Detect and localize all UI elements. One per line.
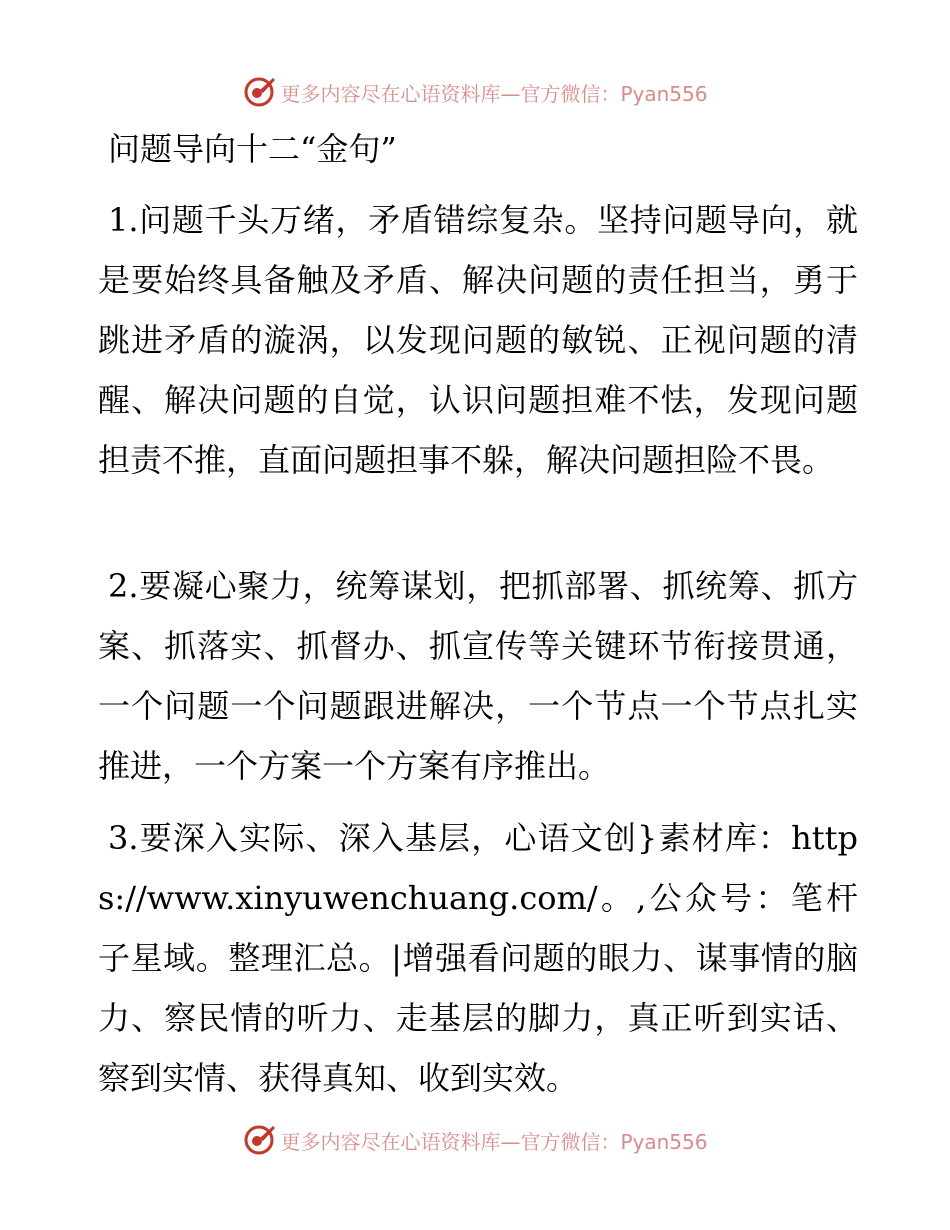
- pen-logo-icon: [242, 1123, 276, 1157]
- paragraph-2: 2.要凝心聚力，统筹谋划，把抓部署、抓统筹、抓方案、抓落实、抓督办、抓宣传等关键环节衔接贯通，一个问题一个问题跟进解决，一个节点一个节点扎实推进，一个方案一个方案有序推出。: [98, 567, 858, 785]
- pen-logo-icon: [242, 75, 276, 109]
- document-title: 问题导向十二“金句”: [108, 130, 397, 168]
- footer-banner-text: 更多内容尽在心语资料库—官方微信：Pyan556: [280, 1129, 708, 1154]
- header-banner: [0, 72, 950, 112]
- footer-banner: [0, 1120, 950, 1160]
- header-banner-text: 更多内容尽在心语资料库—官方微信：Pyan556: [280, 81, 708, 106]
- paragraph-3: 3.要深入实际、深入基层，心语文创}素材库：https://www.xinyuwenchuang.com/。,公众号：笔杆子星域。整理汇总。|增强看问题的眼力、谋事情的脑力、察民情的听力、走基层的脚力，真正听到实话、察到实情、获得真知、收到实效。: [98, 819, 858, 1097]
- paragraph-1: 1.问题千头万绪，矛盾错综复杂。坚持问题导向，就是要始终具备触及矛盾、解决问题的责任担当，勇于跳进矛盾的漩涡，以发现问题的敏锐、正视问题的清醒、解决问题的自觉，认识问题担难不怯，发现问题担责不推，直面问题担事不躲，解决问题担险不畏。: [98, 201, 858, 479]
